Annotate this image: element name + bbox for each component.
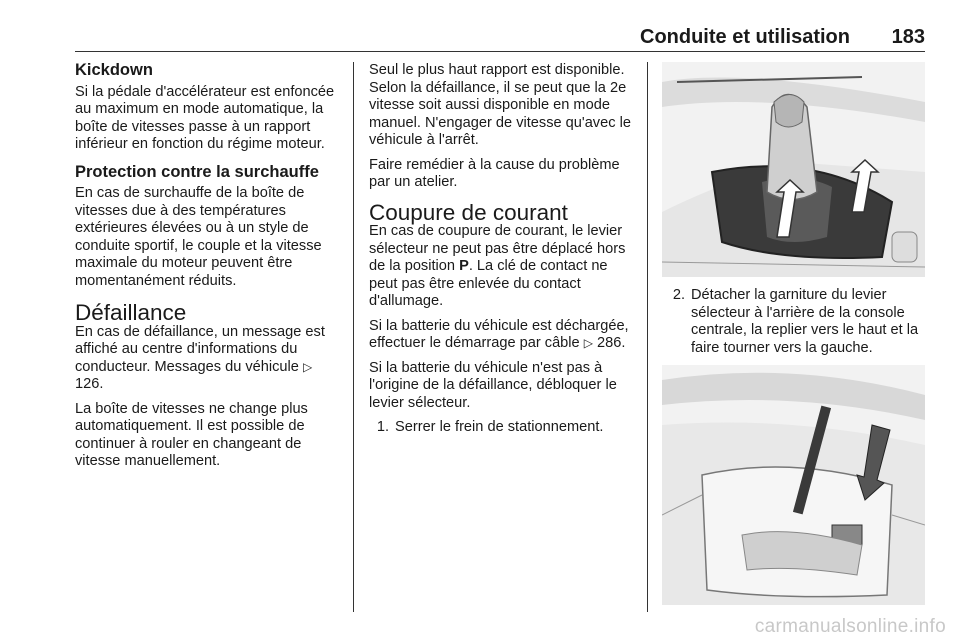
workshop-paragraph: Faire remédier à la cause du problème par un atelier. [369,156,620,190]
step-number: 1. [376,419,389,435]
step-1 [369,419,634,437]
page-ref-icon: ▷ [583,336,593,350]
battery-paragraph [369,318,634,353]
power-text: En cas de coupure de courant, le levier sélecteur ne peut pas être déplacé hors de la position [369,223,626,274]
fault-paragraph [75,324,343,394]
kickdown-paragraph: Si la pédale d'accélérateur est enfoncée au maximum en mode automatique, la boîte de vitesses passe à un rapport inférieur en fonction du régime moteur. [75,83,335,152]
fault-heading: Défaillance [75,300,187,325]
section-title: Conduite et utilisation [640,26,850,48]
fault-paragraph-2: La boîte de vitesses ne change plus automatiquement. Il est possible de continuer à rouler en changeant de vitesse manuellement. [75,400,308,469]
lever-trim-illustration [662,365,925,605]
page-header [75,26,925,52]
power-cut-paragraph [369,223,634,311]
column-middle [369,62,634,443]
kickdown-heading: Kickdown [75,61,153,79]
gear-lever-illustration [662,62,925,277]
step-text: Détacher la garniture du levier sélecteur à l'arrière de la console centrale, la replier vers le haut et la faire tourner vers la gauche. [691,287,919,356]
position-p: P [459,258,469,274]
overheat-heading: Protection contre la surchauffe [75,162,319,181]
page-number: 183 [891,26,925,48]
step-number: 2. [672,287,685,303]
power-cut-heading: Coupure de courant [369,199,568,225]
watermark: carmanualsonline.info [754,616,946,637]
fault-continued-paragraph: Seul le plus haut rapport est disponible. Selon la défaillance, il se peut que la 2e vitesse soit aussi disponible en mode manuel. N'engager de vitesse qu'avec le véhicule à l'arrêt. [369,62,631,148]
battery-text: Si la batterie du véhicule est déchargée, effectuer le démarrage par câble [369,317,629,351]
step-2 [662,287,925,357]
overheat-paragraph: En cas de surchauffe de la boîte de vitesses due à des températures extérieures élevées ou à un style de conduite sportif, le couple et la vitesse maximale du moteur peuvent être momentanément réduits. [75,185,322,289]
column-divider [647,62,648,612]
page-ref-icon: ▷ [302,359,313,374]
battery-paragraph-2: Si la batterie du véhicule n'est pas à l'origine de la défaillance, débloquer le levier sélecteur. [369,359,617,411]
column-left [75,62,343,478]
fault-text: En cas de défaillance, un message est affiché au centre d'informations du conducteur. Messages du véhicule [75,323,325,375]
battery-page-ref[interactable]: 286. [597,335,626,351]
fault-page-ref[interactable]: 126. [75,376,104,392]
column-right [662,62,925,615]
step-text: Serrer le frein de stationnement. [395,419,604,435]
column-divider [353,62,354,612]
header-divider [75,51,925,52]
power-text-end: . La clé de contact ne peut pas être enlevée du contact d'allumage. [369,258,608,309]
